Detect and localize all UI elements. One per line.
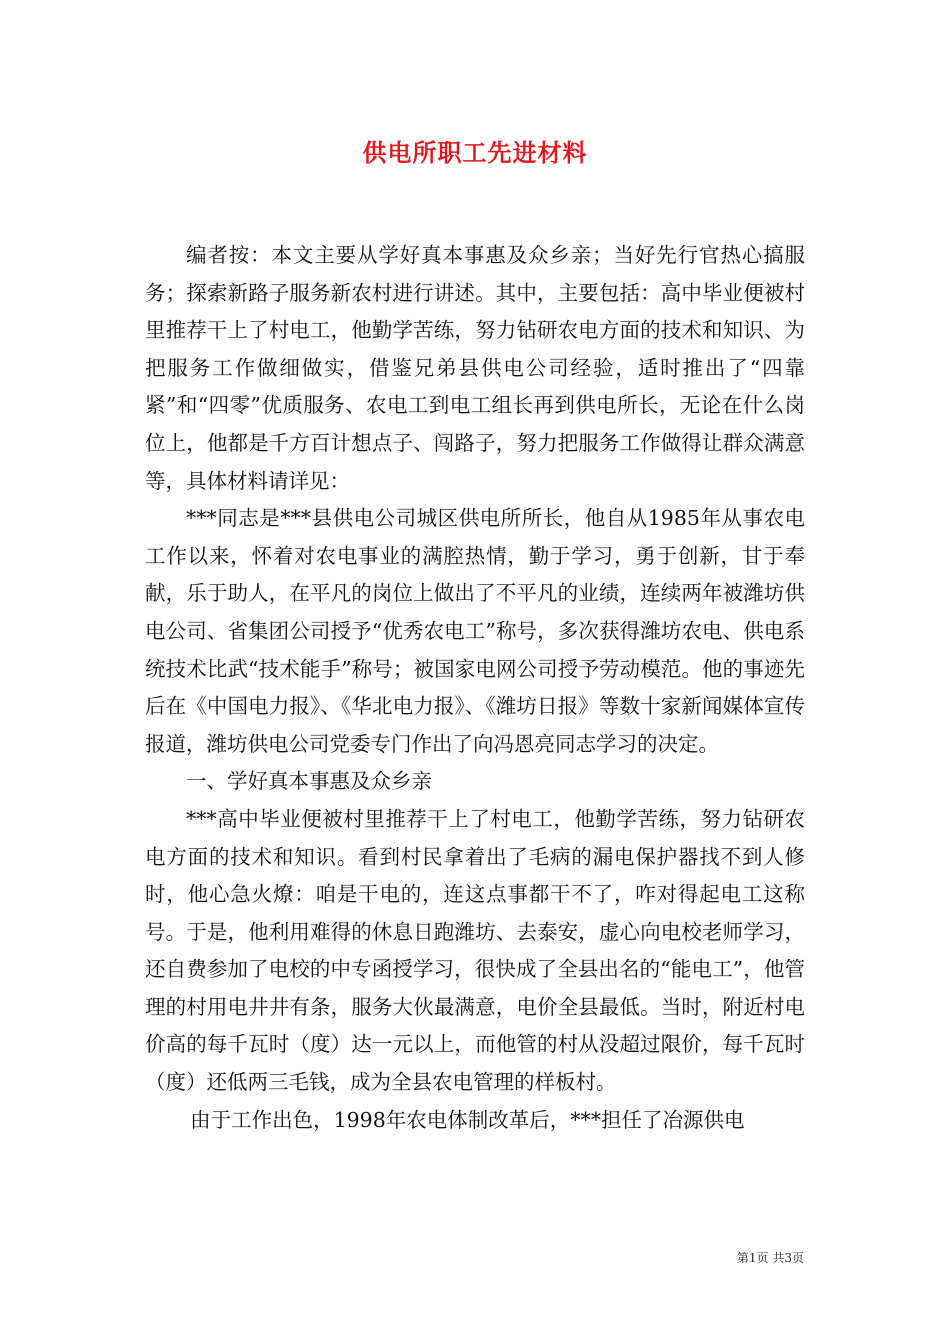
document-body bbox=[145, 237, 805, 1139]
page-number: 第1页 共3页 bbox=[736, 1251, 804, 1265]
editor-note-paragraph: 编者按：本文主要从学好真本事惠及众乡亲；当好先行官热心搞服务；探索新路子服务新农村进行讲述。其中，主要包括：高中毕业便被村里推荐干上了村电工，他勤学苦练，努力钻研农电方面的技术和知识、为把服务工作做细做实，借鉴兄弟县供电公司经验，适时推出了“四靠紧”和“四零”优质服务、农电工到电工组长再到供电所长，无论在什么岗位上，他都是千方百计想点子、闯路子，努力把服务工作做得让群众满意等，具体材料请详见： bbox=[145, 243, 805, 493]
page-title: 供电所职工先进材料 bbox=[362, 138, 588, 167]
continuation-paragraph: 由于工作出色，1998年农电体制改革后，***担任了冶源供电 bbox=[190, 1107, 745, 1132]
intro-paragraph: ***同志是***县供电公司城区供电所所长，他自从1985年从事农电工作以来，怀着对农电事业的满腔热情，勤于学习，勇于创新，甘于奉献，乐于助人，在平凡的岗位上做出了不平凡的业绩，连续两年被潍坊供电公司、省集团公司授予“优秀农电工”称号，多次获得潍坊农电、供电系统技术比武“技术能手”称号；被国家电网公司授予劳动模范。他的事迹先后在《中国电力报》、《华北电力报》、《潍坊日报》等数十家新闻媒体宣传报道，潍坊供电公司党委专门作出了向冯恩亮同志学习的决定。 bbox=[145, 506, 805, 756]
section-paragraph: ***高中毕业便被村里推荐干上了村电工，他勤学苦练，努力钻研农电方面的技术和知识。看到村民拿着出了毛病的漏电保护器找不到人修时，他心急火燎：咱是干电的，连这点事都干不了，咋对得起电工这称号。于是，他利用难得的休息日跑潍坊、去泰安，虚心向电校老师学习，还自费参加了电校的中专函授学习，很快成了全县出名的“能电工”，他管理的村用电井井有条，服务大伙最满意，电价全县最低。当时，附近村电价高的每千瓦时（度）达一元以上，而他管的村从没超过限价，每千瓦时（度）还低两三毛钱，成为全县农电管理的样板村。 bbox=[145, 806, 805, 1095]
section-heading: 一、学好真本事惠及众乡亲 bbox=[186, 769, 432, 794]
